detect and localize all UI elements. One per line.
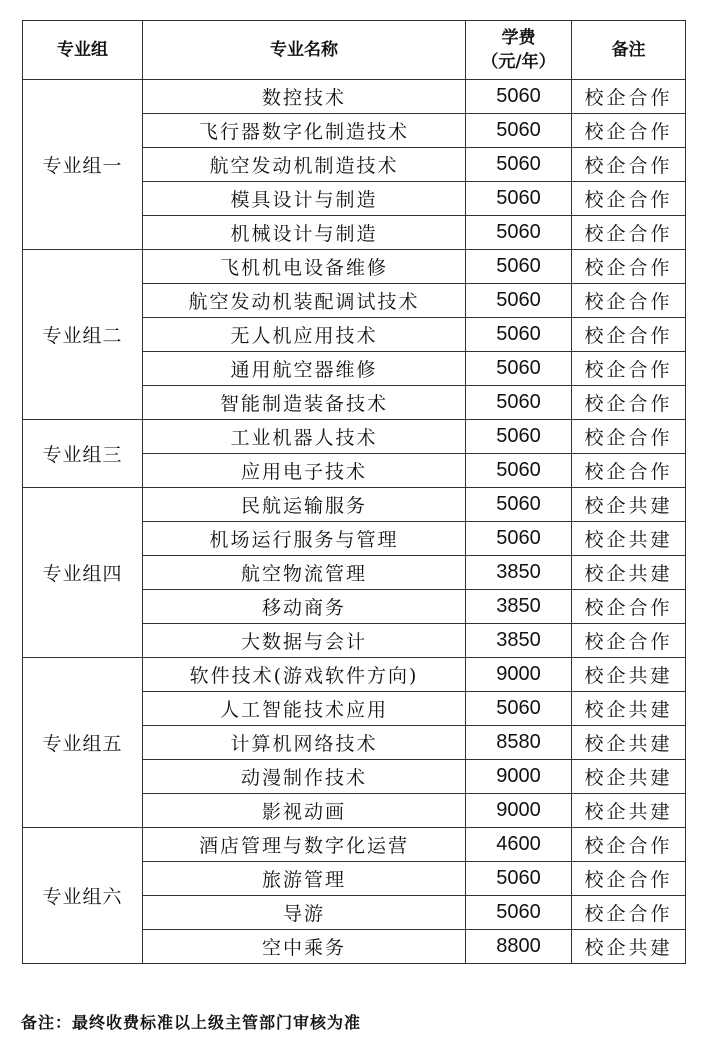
note-cell: 校企共建: [572, 794, 686, 828]
major-name-cell: 民航运输服务: [143, 488, 466, 522]
tuition-cell: 9000: [466, 760, 572, 794]
major-name-cell: 应用电子技术: [143, 454, 466, 488]
header-group: 专业组: [23, 21, 143, 80]
major-name-cell: 无人机应用技术: [143, 318, 466, 352]
major-name-cell: 旅游管理: [143, 862, 466, 896]
major-name-cell: 数控技术: [143, 80, 466, 114]
tuition-cell: 5060: [466, 454, 572, 488]
major-name-cell: 空中乘务: [143, 930, 466, 964]
note-cell: 校企合作: [572, 828, 686, 862]
tuition-cell: 9000: [466, 658, 572, 692]
note-cell: 校企合作: [572, 148, 686, 182]
major-name-cell: 机械设计与制造: [143, 216, 466, 250]
group-label-cell: 专业组六: [23, 828, 143, 964]
note-cell: 校企共建: [572, 488, 686, 522]
footnote: 备注：最终收费标准以上级主管部门审核为准: [21, 1013, 362, 1032]
tuition-cell: 5060: [466, 352, 572, 386]
major-name-cell: 航空发动机装配调试技术: [143, 284, 466, 318]
tuition-cell: 8580: [466, 726, 572, 760]
note-cell: 校企合作: [572, 114, 686, 148]
table-header: [23, 21, 686, 80]
table-row: [23, 488, 686, 522]
note-cell: 校企合作: [572, 420, 686, 454]
tuition-cell: 5060: [466, 488, 572, 522]
major-name-cell: 影视动画: [143, 794, 466, 828]
header-major-name: 专业名称: [143, 21, 466, 80]
tuition-cell: 5060: [466, 284, 572, 318]
note-cell: 校企合作: [572, 250, 686, 284]
tuition-cell: 3850: [466, 556, 572, 590]
tuition-cell: 5060: [466, 114, 572, 148]
note-cell: 校企共建: [572, 760, 686, 794]
group-label-cell: 专业组一: [23, 80, 143, 250]
note-cell: 校企合作: [572, 454, 686, 488]
table-row: [23, 658, 686, 692]
major-name-cell: 动漫制作技术: [143, 760, 466, 794]
table-row: [23, 828, 686, 862]
major-name-cell: 通用航空器维修: [143, 352, 466, 386]
major-name-cell: 工业机器人技术: [143, 420, 466, 454]
major-name-cell: 酒店管理与数字化运营: [143, 828, 466, 862]
note-cell: 校企共建: [572, 692, 686, 726]
group-label-cell: 专业组二: [23, 250, 143, 420]
note-cell: 校企共建: [572, 726, 686, 760]
header-tuition-unit: （元/年）: [481, 52, 556, 72]
tuition-cell: 5060: [466, 862, 572, 896]
major-name-cell: 大数据与会计: [143, 624, 466, 658]
table-row: [23, 80, 686, 114]
tuition-cell: 5060: [466, 250, 572, 284]
note-cell: 校企合作: [572, 284, 686, 318]
group-label-cell: 专业组三: [23, 420, 143, 488]
table-body: [23, 80, 686, 964]
tuition-cell: 5060: [466, 148, 572, 182]
header-tuition: [466, 21, 572, 80]
major-name-cell: 航空物流管理: [143, 556, 466, 590]
group-label-cell: 专业组五: [23, 658, 143, 828]
major-name-cell: 飞行器数字化制造技术: [143, 114, 466, 148]
note-cell: 校企合作: [572, 590, 686, 624]
note-cell: 校企合作: [572, 352, 686, 386]
note-cell: 校企合作: [572, 862, 686, 896]
note-cell: 校企共建: [572, 556, 686, 590]
tuition-cell: 5060: [466, 216, 572, 250]
note-cell: 校企合作: [572, 624, 686, 658]
note-cell: 校企合作: [572, 386, 686, 420]
major-name-cell: 智能制造装备技术: [143, 386, 466, 420]
tuition-cell: 5060: [466, 420, 572, 454]
major-name-cell: 机场运行服务与管理: [143, 522, 466, 556]
tuition-cell: 9000: [466, 794, 572, 828]
note-cell: 校企合作: [572, 80, 686, 114]
note-cell: 校企共建: [572, 658, 686, 692]
note-cell: 校企合作: [572, 318, 686, 352]
major-name-cell: 移动商务: [143, 590, 466, 624]
table-row: [23, 250, 686, 284]
tuition-cell: 3850: [466, 590, 572, 624]
note-cell: 校企合作: [572, 216, 686, 250]
major-name-cell: 人工智能技术应用: [143, 692, 466, 726]
tuition-cell: 4600: [466, 828, 572, 862]
tuition-cell: 5060: [466, 182, 572, 216]
major-name-cell: 模具设计与制造: [143, 182, 466, 216]
header-note: 备注: [572, 21, 686, 80]
note-cell: 校企合作: [572, 182, 686, 216]
major-name-cell: 软件技术(游戏软件方向): [143, 658, 466, 692]
note-cell: 校企共建: [572, 930, 686, 964]
table-row: [23, 420, 686, 454]
tuition-cell: 8800: [466, 930, 572, 964]
header-tuition-label: 学费: [501, 28, 536, 48]
tuition-cell: 5060: [466, 386, 572, 420]
note-cell: 校企合作: [572, 896, 686, 930]
tuition-fee-table: [22, 20, 686, 964]
major-name-cell: 航空发动机制造技术: [143, 148, 466, 182]
group-label-cell: 专业组四: [23, 488, 143, 658]
tuition-cell: 5060: [466, 692, 572, 726]
tuition-cell: 5060: [466, 80, 572, 114]
tuition-cell: 3850: [466, 624, 572, 658]
tuition-cell: 5060: [466, 522, 572, 556]
header-row: [23, 21, 686, 80]
tuition-cell: 5060: [466, 896, 572, 930]
major-name-cell: 飞机机电设备维修: [143, 250, 466, 284]
tuition-cell: 5060: [466, 318, 572, 352]
major-name-cell: 计算机网络技术: [143, 726, 466, 760]
note-cell: 校企共建: [572, 522, 686, 556]
major-name-cell: 导游: [143, 896, 466, 930]
